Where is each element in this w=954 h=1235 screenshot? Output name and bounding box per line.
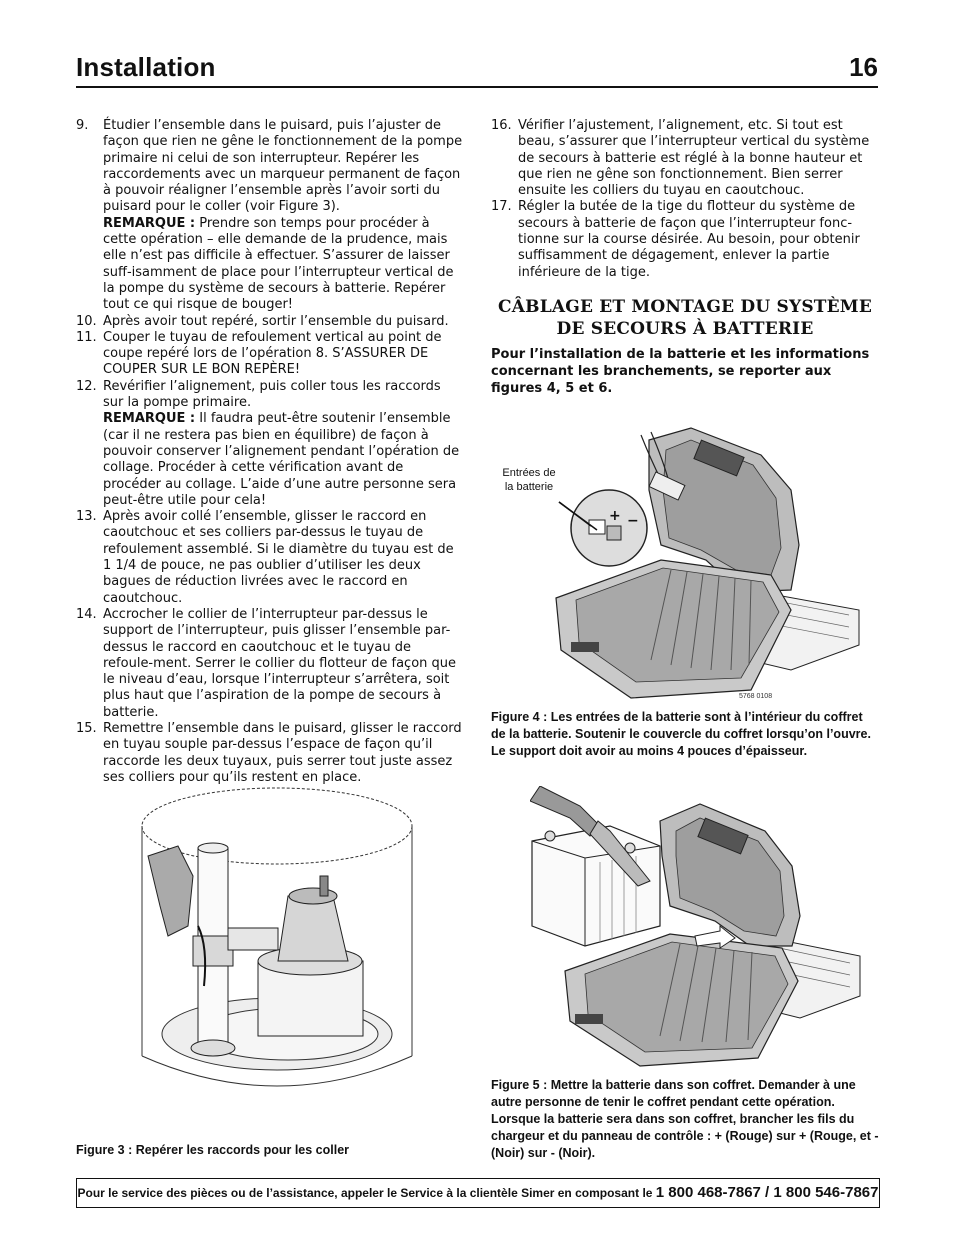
- figure-4-illustration: [491, 420, 879, 710]
- figure-3-caption: Figure 3 : Repérer les raccords pour les coller: [76, 1143, 350, 1157]
- note-text: Il faudra peut-être soutenir l’ensemble (car il ne restera pas bien en équilibre) de façon à pouvoir conserver l’alignement pendant l’opération de collage. Procéder à cette vérification avant de procéder au collage. L’aide d’une autre personne sera peut-être utile pour cela!: [103, 411, 460, 508]
- figure-3-illustration: [138, 786, 416, 1102]
- battery-insert-drawing: [530, 786, 870, 1076]
- step-number: 17.: [491, 199, 512, 215]
- page-title: Installation: [76, 52, 216, 82]
- figure-code: 5768 0108: [739, 693, 773, 700]
- minus-sign: −: [627, 513, 639, 529]
- step-item: [491, 118, 879, 199]
- section-heading: [491, 296, 879, 340]
- note-label: REMARQUE :: [103, 215, 196, 231]
- step-item: [491, 199, 879, 280]
- figure-4-caption: Figure 4 : Les entrées de la batterie sont à l’intérieur du coffret de la batterie. Soutenir le couvercle du coffret lorsqu’on l’ouvre. Le support doit avoir au moins 4 pouces d’épaisseur.: [491, 710, 871, 758]
- step-number: 14.: [76, 606, 97, 622]
- section-heading-line2: DE SECOURS À BATTERIE: [556, 319, 814, 339]
- battery-box-open-drawing: [491, 420, 879, 710]
- figure-5-illustration: [530, 786, 870, 1076]
- footer-phone: 1 800 468-7867 / 1 800 546-7867: [655, 1184, 879, 1201]
- step-item: [76, 721, 464, 786]
- step-text: Couper le tuyau de refoulement vertical au point de coupe repéré lors de l’opération 8. S’ASSURER DE COUPER SUR LE BON REPÈRE!: [103, 329, 442, 378]
- right-step-list: [491, 118, 879, 281]
- step-text: Après avoir collé l’ensemble, glisser le raccord en caoutchouc et ses colliers par-dessus le tuyau de refoulement assemblé. Si le diamètre du tuyau est de 1 1/4 de pouce, ne pas oublier d’utiliser les deux bagues de réduction livrées avec le raccord en caoutchouc.: [103, 509, 454, 606]
- note-label: REMARQUE :: [103, 411, 196, 427]
- step-item: [76, 379, 464, 509]
- step-text: Après avoir tout repéré, sortir l’ensemble du puisard.: [103, 313, 449, 329]
- section-heading-line1: CÂBLAGE ET MONTAGE DU SYSTÈME: [498, 297, 872, 317]
- step-number: 9.: [76, 118, 89, 133]
- step-text: Remettre l’ensemble dans le puisard, glisser le raccord en tuyau souple par-dessus l’espace de façon qu’il raccorde les deux tuyaux, puis serrer tout juste assez ses colliers pour qu’ils restent en place.: [103, 720, 462, 785]
- step-text: Vérifier l’ajustement, l’alignement, etc. Si tout est beau, s’assurer que l’interrupteur vertical du système de secours à batterie est réglé à la bonne hauteur et que rien ne gêne son fonctionnement. Bien serrer ensuite les colliers du tuyau en caoutchouc.: [518, 118, 870, 199]
- callout-line2: la batterie: [504, 481, 554, 493]
- step-item: [76, 314, 464, 330]
- step-number: 15.: [76, 720, 97, 736]
- step-number: 16.: [491, 118, 512, 133]
- step-item: [76, 607, 464, 721]
- step-text: Revérifier l’alignement, puis coller tous les raccords sur la pompe primaire.: [103, 378, 441, 411]
- left-column: [76, 118, 464, 786]
- page-number: 16: [849, 52, 878, 82]
- plus-sign: +: [609, 508, 621, 524]
- step-text: Étudier l’ensemble dans le puisard, puis l’ajuster de façon que rien ne gêne le fonctionnement de la pompe primaire ni celui de son interrupteur. Repérer les raccordements avec un marqueur permanent de façon à pouvoir réaligner l’ensemble après l’avoir sorti du puisard pour le coller (voir Figure 3).: [103, 118, 463, 215]
- step-number: 12.: [76, 378, 97, 394]
- page-header: [76, 52, 878, 88]
- step-text: Régler la butée de la tige du flotteur du système de secours à batterie de façon que l’interrupteur fonc-tionne sur la course désirée. Au besoin, pour obtenir suffisamment de dégagement, enlever la partie inférieure de la tige.: [518, 199, 860, 280]
- section-intro: Pour l’installation de la batterie et les informations concernant les branchements, se reporter aux figures 4, 5 et 6.: [491, 347, 870, 396]
- left-step-list: [76, 118, 464, 786]
- step-number: 10.: [76, 313, 97, 329]
- note-text: Prendre son temps pour procéder à cette opération – elle demande de la prudence, mais elle n’est pas difficile à effectuer. S’assurer de laisser suff-isamment de place pour l’interrupteur vertical de la pompe du système de secours à batterie. Repérer tout ce qui risque de bouger!: [103, 215, 454, 313]
- step-number: 11.: [76, 329, 97, 345]
- figure-5-caption: Figure 5 : Mettre la batterie dans son coffret. Demander à une autre personne de tenir le coffret pendant cette opération. Lorsque la batterie sera dans son coffret, brancher les fils du chargeur et du panneau de contrôle : + (Rouge) sur + (Rouge, et - (Noir) sur - (Noir).: [491, 1078, 879, 1160]
- footer-contact: [76, 1178, 880, 1208]
- callout-line1: Entrées de: [502, 467, 556, 479]
- step-number: 13.: [76, 509, 97, 525]
- sump-pit-drawing: [138, 786, 416, 1102]
- step-item: [76, 118, 464, 314]
- footer-lead-text: Pour le service des pièces ou de l’assistance, appeler le Service à la clientèle Simer en composant le: [77, 1186, 656, 1200]
- step-item: [76, 330, 464, 379]
- right-column: [491, 118, 879, 281]
- step-item: [76, 509, 464, 607]
- step-text: Accrocher le collier de l’interrupteur par-dessus le support de l’interrupteur, puis glisser l’ensemble par-dessus le raccord en caoutchouc et le tuyau de refoule-ment. Serrer le collier du flotteur de façon que le niveau d’eau, lorsque l’interrupteur s’arrêtera, soit plus haut que l’aspiration de la pompe de secours à batterie.: [103, 606, 457, 720]
